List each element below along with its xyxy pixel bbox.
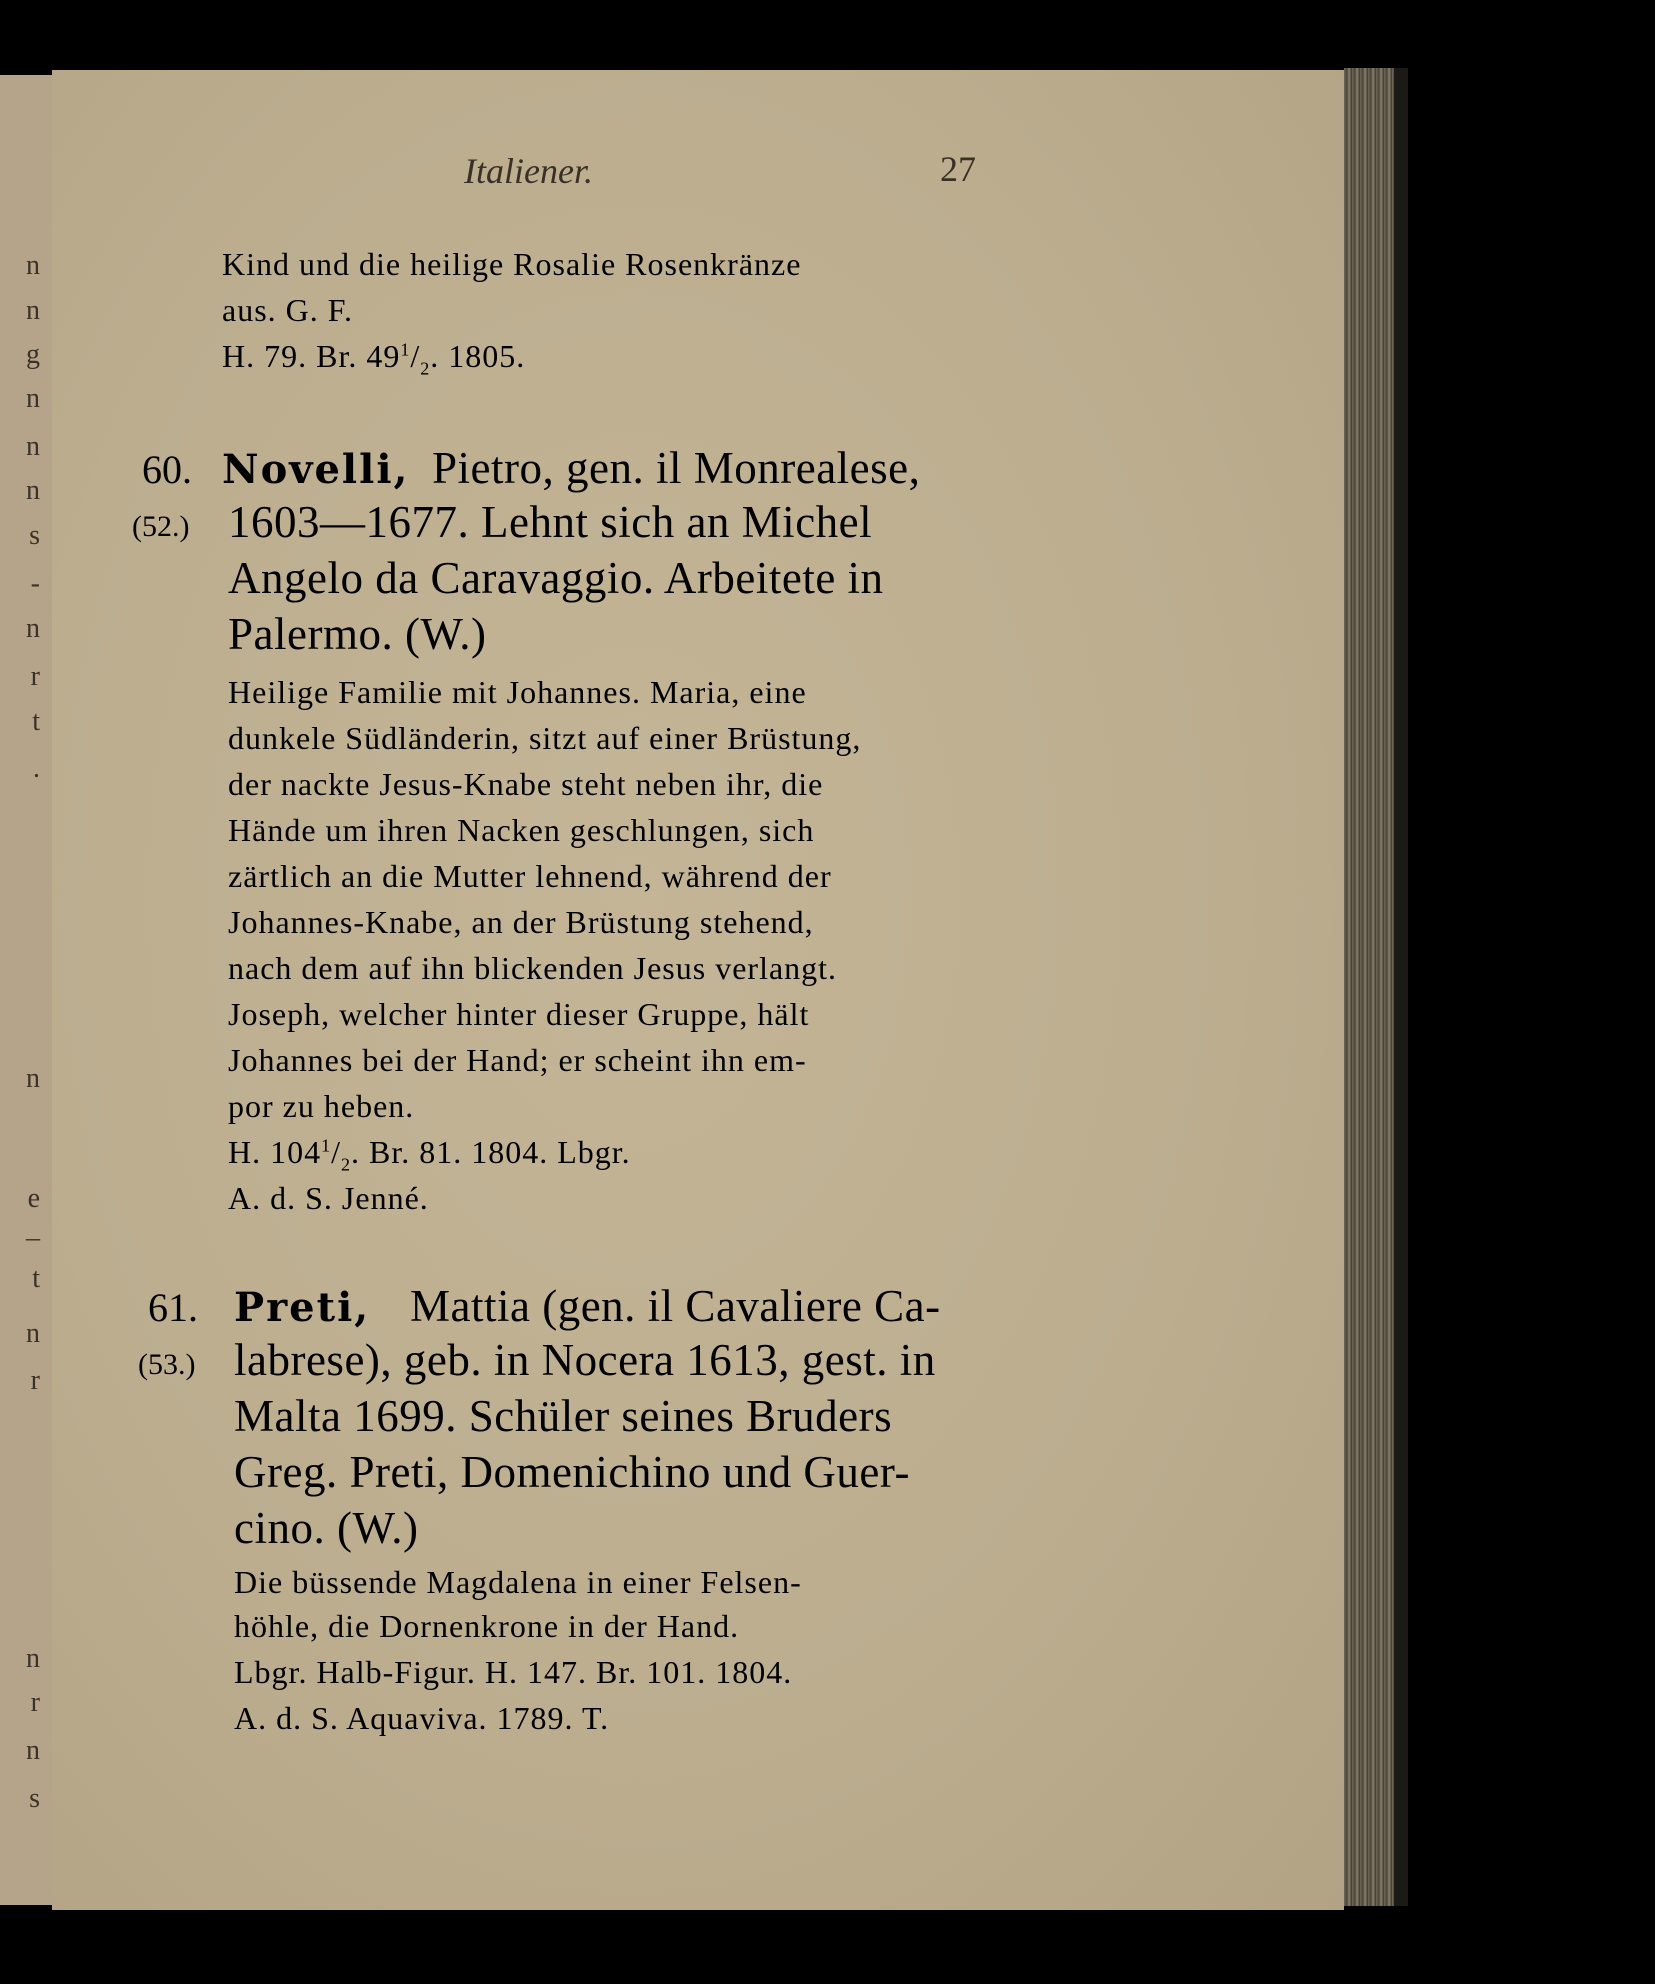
left-page-fragment: t (32, 706, 40, 737)
bio-line: Angelo da Caravaggio. Arbeitete in (228, 553, 884, 603)
bio-line: Greg. Preti, Domenichino und Guer- (234, 1447, 910, 1497)
fraction-numerator: 1 (400, 339, 411, 360)
bio-line: Malta 1699. Schüler seines Bruders (234, 1391, 893, 1441)
entry-meta: H. $104^1/_2$. Br. 81. 1804. Lbgr. (228, 1134, 631, 1175)
left-page-fragment: n (26, 1318, 40, 1349)
bio-line: Pietro, gen. il Monrealese, (432, 443, 921, 493)
left-page-fragment: r (30, 1365, 40, 1396)
description-line: Heilige Familie mit Johannes. Maria, eine (228, 674, 807, 710)
left-page-fragment: n (26, 613, 40, 644)
intro-meta-prefix: H. 79. Br. 49 (222, 338, 401, 374)
intro-line: Kind und die heilige Rosalie Rosenkränze (222, 246, 802, 282)
provenance: A. d. S. Jenné. (228, 1180, 429, 1216)
left-page-fragment: r (30, 661, 40, 692)
left-page-fragment: . (33, 753, 40, 784)
left-page-fragment: n (26, 431, 40, 462)
left-page-fragment: n (26, 383, 40, 414)
fraction-numerator: 1 (321, 1135, 332, 1156)
bio-line: labrese), geb. in Nocera 1613, gest. in (234, 1335, 936, 1385)
old-catalog-number: (53.) (138, 1348, 196, 1381)
entry-number: 60. (142, 447, 192, 492)
left-page-fragment: _ (26, 1213, 40, 1244)
description-line: zärtlich an die Mutter lehnend, während der (228, 858, 832, 894)
left-page-fragment: t (32, 1263, 40, 1294)
left-page-fragment: n (26, 1063, 40, 1094)
bio-line: 1603—1677. Lehnt sich an Michel (228, 497, 873, 547)
intro-meta: H. 79. Br. $49^1/_2$. 1805. (222, 338, 526, 379)
entry-number: 61. (148, 1285, 198, 1330)
old-catalog-number: (52.) (132, 510, 190, 543)
left-page-fragment: g (26, 339, 40, 370)
running-head: Italiener. (464, 151, 593, 191)
description-line: Johannes-Knabe, an der Brüstung stehend, (228, 904, 814, 940)
description-line: por zu heben. (228, 1088, 415, 1124)
left-page-fragment: n (26, 1643, 40, 1674)
left-page-fragment: r (30, 1687, 40, 1718)
description-line: höhle, die Dornenkrone in der Hand. (234, 1608, 740, 1644)
left-page-fragment: n (26, 295, 40, 326)
description-line: A. d. S. Aquaviva. 1789. T. (234, 1700, 610, 1736)
description-line: Johannes bei der Hand; er scheint ihn em- (228, 1042, 807, 1078)
description-line: Joseph, welcher hinter dieser Gruppe, hält (228, 996, 810, 1032)
page-number: 27 (940, 149, 976, 189)
fraction-denominator: 2 (420, 358, 431, 379)
description-line: der nackte Jesus-Knabe steht neben ihr, die (228, 766, 824, 802)
left-page-fragment: s (29, 1783, 40, 1814)
artist-name: Preti, (234, 1284, 371, 1331)
left-page-fragment: n (26, 1735, 40, 1766)
book-cover-edge (1394, 68, 1408, 1906)
intro-meta-suffix: . 1805. (430, 338, 526, 374)
entry-meta-prefix: H. 104 (228, 1134, 322, 1170)
page-block-edge (1344, 68, 1394, 1906)
left-page-edge (0, 75, 52, 1905)
description-line: nach dem auf ihn blickenden Jesus verlangt. (228, 950, 838, 986)
bio-line: Mattia (gen. il Cavaliere Ca- (410, 1281, 941, 1331)
left-page-fragment: n (26, 475, 40, 506)
entry-meta-suffix: . Br. 81. 1804. Lbgr. (351, 1134, 631, 1170)
intro-line: aus. G. F. (222, 292, 353, 328)
description-line: dunkele Südländerin, sitzt auf einer Brüstung, (228, 720, 862, 756)
description-line: Lbgr. Halb-Figur. H. 147. Br. 101. 1804. (234, 1654, 793, 1690)
left-page-fragment: s (29, 520, 40, 551)
description-line: Hände um ihren Nacken geschlungen, sich (228, 812, 815, 848)
left-page-fragment: - (30, 568, 40, 599)
bio-line: Palermo. (W.) (228, 609, 487, 659)
left-page-fragment: e (27, 1183, 40, 1214)
description-line: Die büssende Magdalena in einer Felsen- (234, 1564, 802, 1600)
left-page-fragment: n (26, 250, 40, 281)
fraction-denominator: 2 (341, 1154, 351, 1175)
bio-line: cino. (W.) (234, 1503, 419, 1553)
artist-name: Novelli, (222, 446, 410, 493)
